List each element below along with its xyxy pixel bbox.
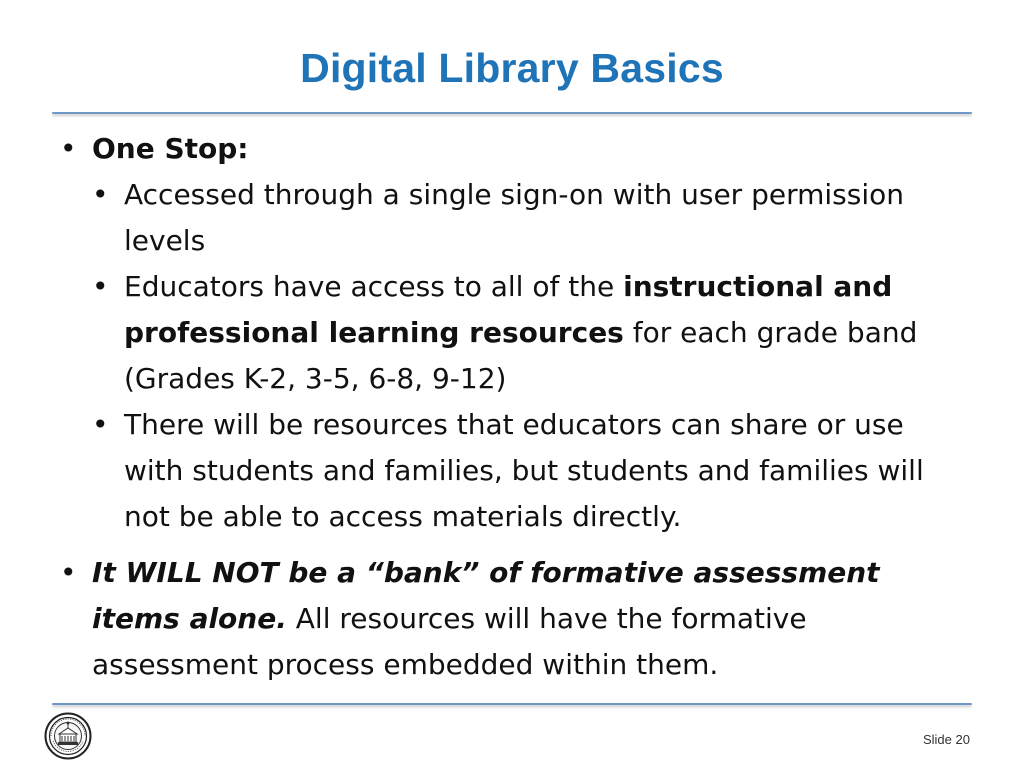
seal-icon — [44, 712, 92, 760]
sub-bullet-text: There will be resources that educators can share or use with students and families, but students and families will not be able to access materials directly. — [124, 408, 924, 533]
slide-number — [923, 732, 970, 748]
sub-bullet-emphasis: instructional and professional learning resources — [124, 270, 893, 349]
sub-bullet-dot: • — [92, 270, 109, 303]
section-gap — [56, 540, 956, 550]
slide-content — [56, 126, 956, 688]
bullet-dot: • — [60, 556, 77, 589]
sub-bullet-sharing — [56, 402, 956, 540]
bullet-emphasis: It WILL NOT be a “bank” of formative assessment items alone. — [92, 556, 880, 635]
sub-bullet-text: Educators have access to all of the — [124, 270, 624, 303]
sub-bullet-dot: • — [92, 408, 109, 441]
bullet-text: All resources will have the formative assessment process embedded within them. — [92, 602, 807, 681]
slide-number-value: 20 — [955, 732, 970, 747]
title-divider — [52, 112, 972, 114]
footer-divider — [52, 703, 972, 705]
sub-bullet-text: for each grade band (Grades K-2, 3-5, 6-8, 9-12) — [124, 316, 918, 395]
bullet-not-a-bank — [56, 550, 956, 688]
bullet-dot: • — [60, 132, 77, 165]
bullet-one-stop — [56, 126, 956, 172]
sub-bullet-access-resources — [56, 264, 956, 402]
sub-bullet-dot: • — [92, 178, 109, 211]
one-stop-heading: One Stop: — [92, 132, 249, 165]
slide-title: Digital Library Basics — [300, 45, 724, 91]
sub-bullet-single-sign-on — [56, 172, 956, 264]
slide-label: Slide — [922, 732, 952, 747]
sub-bullet-text: Accessed through a single sign-on with user permission levels — [124, 178, 904, 257]
